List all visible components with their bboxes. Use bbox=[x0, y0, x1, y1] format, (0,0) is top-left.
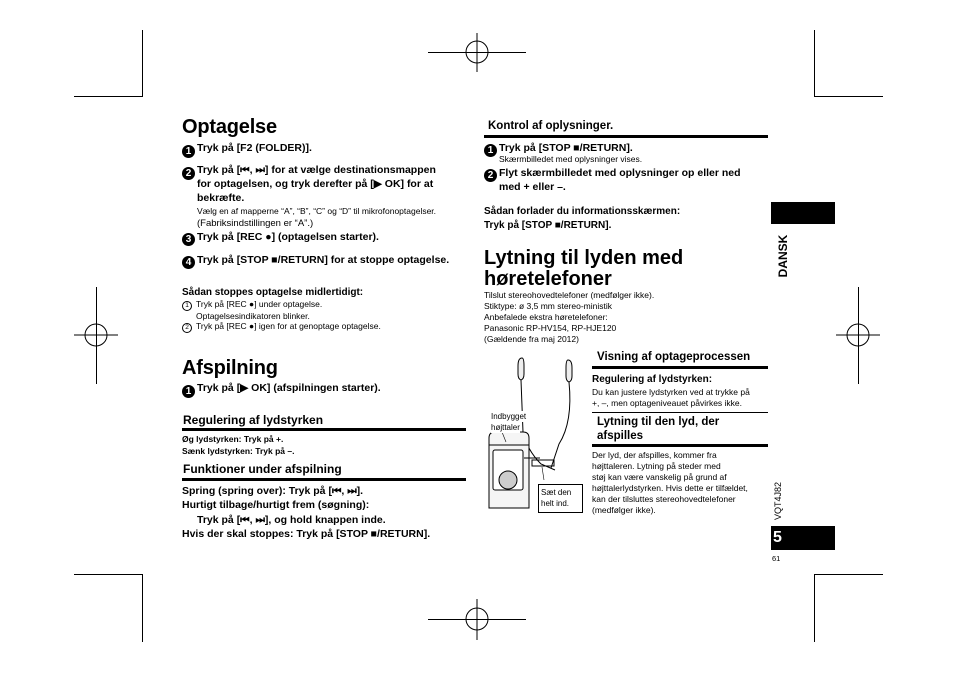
monitor-text-line: Du kan justere lydstyrken ved at trykke på bbox=[592, 387, 750, 397]
headphones-text-line: (Gældende fra maj 2012) bbox=[484, 334, 579, 344]
info-step-1: Tryk på [STOP ■/RETURN]. bbox=[499, 142, 633, 154]
headphones-text-line: Tilslut stereohovedtelefoner (medfølger ikke). bbox=[484, 290, 655, 300]
step-number: 1 bbox=[484, 144, 497, 157]
step-number: 2 bbox=[182, 167, 195, 180]
step-number: 1 bbox=[182, 145, 195, 158]
page-number-small: 61 bbox=[772, 554, 781, 563]
pause-step-1-note: Optagelsesindikatoren blinker. bbox=[196, 311, 310, 321]
divider bbox=[592, 366, 768, 369]
recording-step-2-line-2: for optagelsen, og tryk derefter på [▶ OK] for at bbox=[197, 178, 434, 190]
section-title-headphones-line-2: høretelefoner bbox=[484, 268, 612, 290]
volume-down: Sænk lydstyrken: Tryk på –. bbox=[182, 446, 295, 456]
divider bbox=[484, 135, 768, 138]
pause-heading: Sådan stoppes optagelse midlertidigt: bbox=[182, 287, 364, 298]
label-insert-fully-2: helt ind. bbox=[541, 499, 570, 508]
headphones-text-line: Anbefalede ekstra høretelefoner: bbox=[484, 312, 608, 322]
step-number: 1 bbox=[182, 385, 195, 398]
monitor-subheading: Regulering af lydstyrken: bbox=[592, 374, 713, 385]
language-label: DANSK bbox=[776, 234, 790, 278]
functions-heading: Funktioner under afspilning bbox=[183, 462, 342, 476]
step-number: 2 bbox=[484, 169, 497, 182]
document-code: VQT4J82 bbox=[773, 481, 783, 521]
divider bbox=[182, 428, 466, 431]
step-number: 4 bbox=[182, 256, 195, 269]
exit-info-line-1: Sådan forlader du informationsskærmen: bbox=[484, 206, 681, 217]
circled-number: 1 bbox=[182, 301, 192, 311]
speaker-heading-line-2: afspilles bbox=[597, 430, 644, 442]
language-label-wrap bbox=[772, 228, 794, 286]
volume-up: Øg lydstyrken: Tryk på +. bbox=[182, 434, 284, 444]
doc-code-wrap bbox=[768, 476, 788, 526]
divider bbox=[592, 412, 768, 413]
monitor-text-line: +, –, men optageniveauet påvirkes ikke. bbox=[592, 398, 743, 408]
label-insert-fully-1: Sæt den bbox=[541, 488, 572, 497]
seek-instruction-2: Tryk på [⏮, ⏭], og hold knappen inde. bbox=[197, 514, 386, 526]
speaker-text-line: højttalerlydstyrken. Hvis dette er tilfældet, bbox=[592, 483, 748, 493]
info-step-2-line-1: Flyt skærmbilledet med oplysninger op eller ned bbox=[499, 167, 741, 179]
recording-step-2-line-3: bekræfte. bbox=[197, 192, 245, 204]
skip-instruction: Spring (spring over): Tryk på [⏮, ⏭]. bbox=[182, 485, 364, 497]
speaker-text-line: (medfølger ikke). bbox=[592, 505, 656, 515]
info-step-2-line-2: med + eller –. bbox=[499, 181, 566, 193]
speaker-text-line: Der lyd, der afspilles, kommer fra bbox=[592, 450, 717, 460]
recording-step-4: Tryk på [STOP ■/RETURN] for at stoppe optagelse. bbox=[197, 254, 450, 266]
language-tab bbox=[771, 202, 835, 224]
seek-instruction: Hurtigt tilbage/hurtigt frem (søgning): bbox=[182, 499, 370, 511]
pause-step-2: Tryk på [REC ●] igen for at genoptage optagelse. bbox=[196, 321, 381, 331]
recording-step-2-note: Vælg en af mapperne “A”, “B”, “C” og “D” til mikrofonoptagelser. bbox=[197, 206, 437, 216]
insert-callout bbox=[538, 484, 583, 513]
monitor-heading: Visning af optageprocessen bbox=[597, 351, 751, 363]
stop-instruction: Hvis der skal stoppes: Tryk på [STOP ■/RETURN]. bbox=[182, 528, 431, 540]
section-title-recording: Optagelse bbox=[182, 116, 277, 138]
divider bbox=[592, 444, 768, 447]
recording-step-3: Tryk på [REC ●] (optagelsen starter). bbox=[197, 231, 379, 243]
page-number: 5 bbox=[771, 526, 835, 550]
section-title-headphones-line-1: Lytning til lyden med bbox=[484, 247, 684, 269]
info-heading: Kontrol af oplysninger. bbox=[488, 120, 614, 132]
volume-heading: Regulering af lydstyrken bbox=[183, 413, 324, 427]
recording-step-2-default: (Fabriksindstillingen er “A”.) bbox=[197, 218, 314, 229]
info-step-1-note: Skærmbilledet med oplysninger vises. bbox=[499, 154, 643, 164]
exit-info-line-2: Tryk på [STOP ■/RETURN]. bbox=[484, 220, 612, 231]
recording-step-1: Tryk på [F2 (FOLDER)]. bbox=[197, 142, 312, 154]
circled-number: 2 bbox=[182, 323, 192, 333]
speaker-text-line: støj kan være vanskelig på grund af bbox=[592, 472, 727, 482]
label-built-in-speaker-1: Indbygget bbox=[491, 412, 527, 421]
recording-step-2-line-1: Tryk på [⏮, ⏭] for at vælge destinationsmappen bbox=[197, 164, 436, 176]
divider bbox=[182, 478, 466, 481]
headphones-text-line: Stiktype: ø 3,5 mm stereo-ministik bbox=[484, 301, 613, 311]
headphones-text-line: Panasonic RP-HV154, RP-HJE120 bbox=[484, 323, 617, 333]
section-title-playback: Afspilning bbox=[182, 357, 278, 379]
pause-step-1: Tryk på [REC ●] under optagelse. bbox=[196, 299, 323, 309]
speaker-text-line: højttaleren. Lytning på steder med bbox=[592, 461, 721, 471]
speaker-heading-line-1: Lytning til den lyd, der bbox=[597, 416, 720, 428]
playback-step-1: Tryk på [▶ OK] (afspilningen starter). bbox=[197, 382, 381, 394]
label-built-in-speaker-2: højttaler bbox=[491, 423, 520, 432]
step-number: 3 bbox=[182, 233, 195, 246]
speaker-text-line: kan der tilsluttes stereohovedtelefoner bbox=[592, 494, 736, 504]
